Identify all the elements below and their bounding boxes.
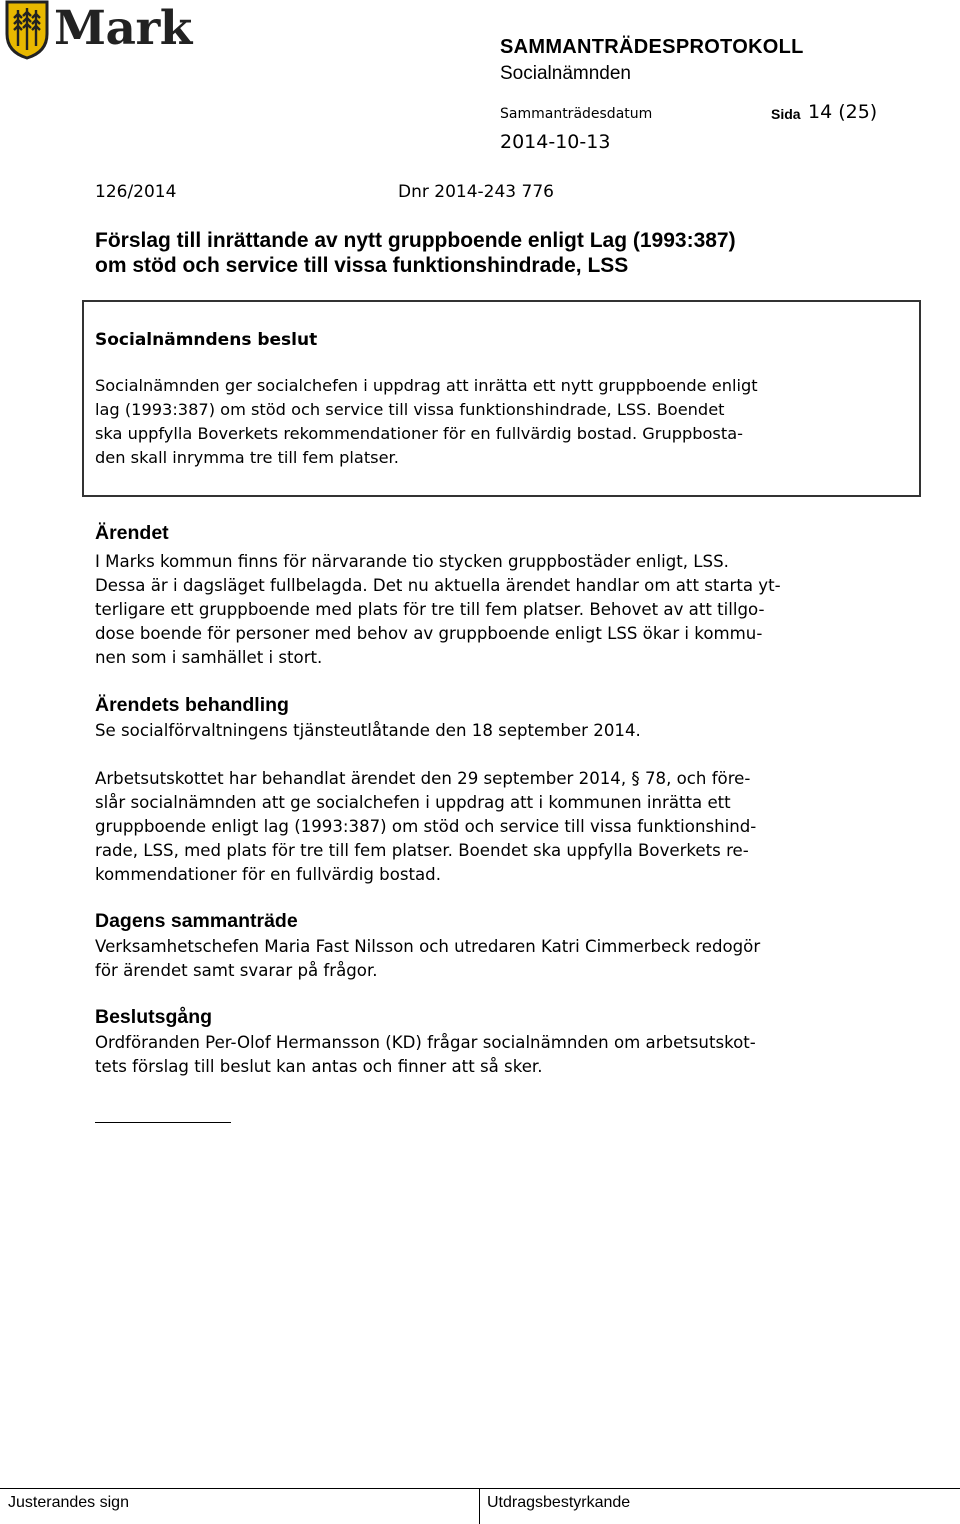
behandling-paragraph-line: slår socialnämnden att ge socialchefen i uppdrag att i kommunen inrätta ett xyxy=(95,793,731,812)
case-title xyxy=(95,228,875,278)
meeting-date: 2014-10-13 xyxy=(500,131,611,153)
decision-line: lag (1993:387) om stöd och service till vissa funktionshindrade, LSS. Boendet xyxy=(95,400,725,419)
meeting-date-label: Sammanträdesdatum xyxy=(500,106,653,122)
municipality-logo xyxy=(4,0,234,62)
decision-line: ska uppfylla Boverkets rekommendationer för en fullvärdig bostad. Gruppbosta- xyxy=(95,424,743,443)
footer-rule xyxy=(0,1488,960,1489)
case-dnr: Dnr 2014-243 776 xyxy=(398,182,554,202)
dagens-line: Verksamhetschefen Maria Fast Nilsson och utredaren Katri Cimmerbeck redogör xyxy=(95,937,761,956)
beslutsgang-line: Ordföranden Per-Olof Hermansson (KD) frågar socialnämnden om arbetsutskot- xyxy=(95,1033,756,1052)
case-title-line: Förslag till inrättande av nytt gruppboende enligt Lag (1993:387) xyxy=(95,229,736,252)
page-label: Sida xyxy=(771,106,801,122)
footer-divider xyxy=(479,1488,480,1524)
page-number: 14 (25) xyxy=(808,101,878,123)
section-end-rule xyxy=(95,1122,231,1123)
arendet-line: nen som i samhället i stort. xyxy=(95,648,323,667)
municipal-coat-of-arms-icon xyxy=(4,0,50,60)
committee-name: Socialnämnden xyxy=(500,63,631,84)
arendet-line: I Marks kommun finns för närvarande tio stycken gruppbostäder enligt, LSS. xyxy=(95,552,729,571)
beslutsgang-line: tets förslag till beslut kan antas och finner att så sker. xyxy=(95,1057,543,1076)
case-title-line: om stöd och service till vissa funktionshindrade, LSS xyxy=(95,254,629,277)
decision-line: den skall inrymma tre till fem platser. xyxy=(95,448,399,467)
footer-justerandes-sign: Justerandes sign xyxy=(8,1494,129,1511)
dagens-line: för ärendet samt svarar på frågor. xyxy=(95,961,378,980)
behandling-paragraph-line: Arbetsutskottet har behandlat ärendet den 29 september 2014, § 78, och före- xyxy=(95,769,751,788)
decision-heading: Socialnämndens beslut xyxy=(95,330,318,350)
decision-line: Socialnämnden ger socialchefen i uppdrag att inrätta ett nytt gruppboende enligt xyxy=(95,376,758,395)
logo-wordmark: Mark xyxy=(54,1,192,56)
behandling-paragraph-line: gruppboende enligt lag (1993:387) om stöd och service till vissa funktionshind- xyxy=(95,817,757,836)
arendet-line: dose boende för personer med behov av gruppboende enligt LSS ökar i kommu- xyxy=(95,624,763,643)
section-heading-dagens: Dagens sammanträde xyxy=(95,910,298,932)
arendet-line: Dessa är i dagsläget fullbelagda. Det nu aktuella ärendet handlar om att starta yt- xyxy=(95,576,781,595)
case-number: 126/2014 xyxy=(95,182,177,202)
section-heading-behandling: Ärendets behandling xyxy=(95,694,289,716)
behandling-line: Se socialförvaltningens tjänsteutlåtande den 18 september 2014. xyxy=(95,721,641,740)
document-type: SAMMANTRÄDESPROTOKOLL xyxy=(500,36,804,58)
decision-box xyxy=(82,300,921,497)
section-heading-beslutsgang: Beslutsgång xyxy=(95,1006,213,1028)
section-heading-arendet: Ärendet xyxy=(95,522,169,544)
behandling-paragraph-line: kommendationer för en fullvärdig bostad. xyxy=(95,865,441,884)
footer-utdragsbestyrkande: Utdragsbestyrkande xyxy=(487,1494,631,1511)
arendet-line: terligare ett gruppboende med plats för tre till fem platser. Behovet av att tillgo- xyxy=(95,600,765,619)
behandling-paragraph-line: rade, LSS, med plats för tre till fem platser. Boendet ska uppfylla Boverkets re- xyxy=(95,841,749,860)
